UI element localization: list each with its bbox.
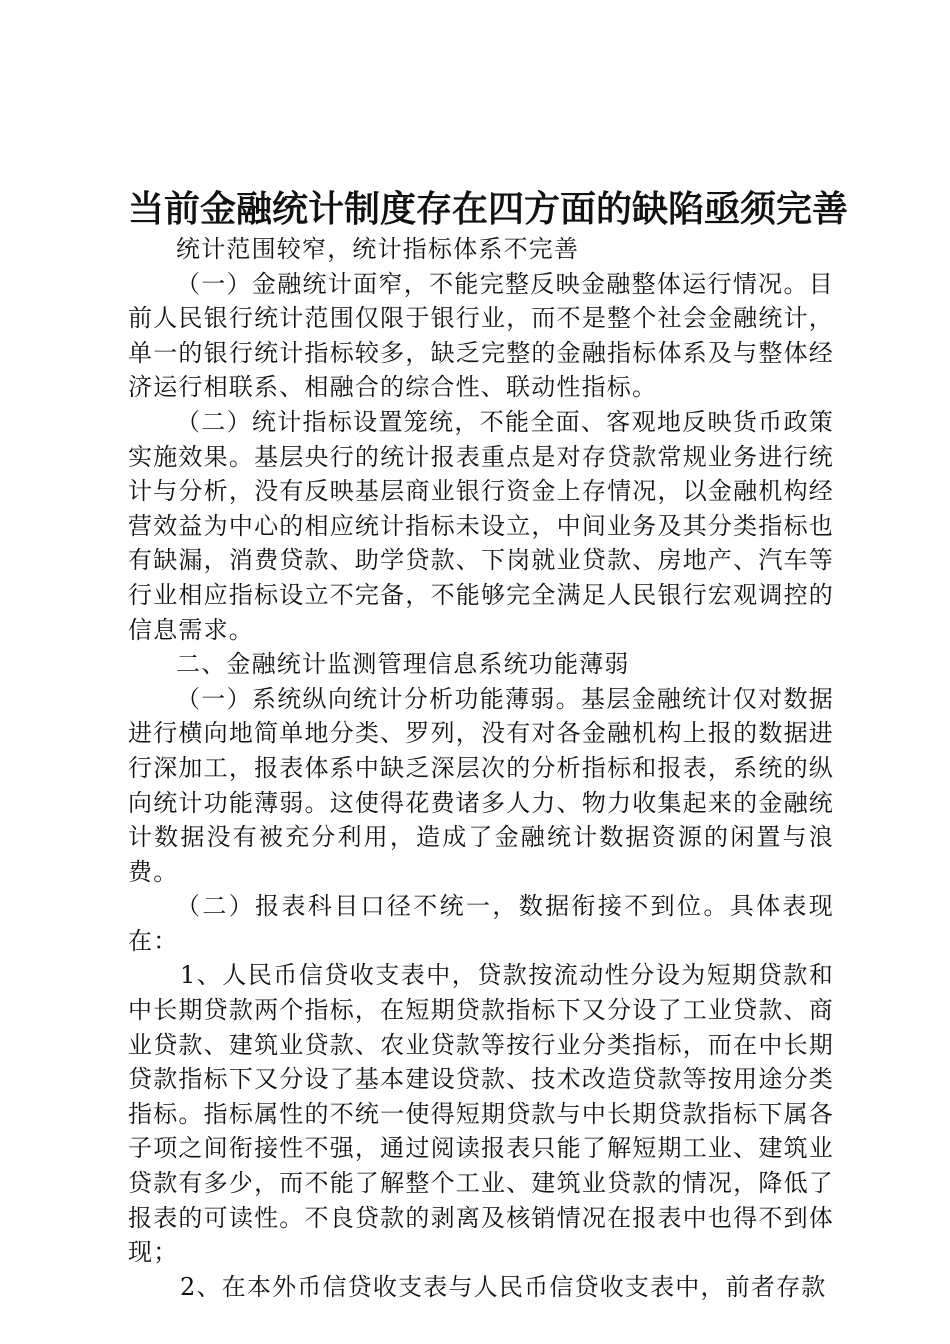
paragraph: （一）金融统计面窄，不能完整反映金融整体运行情况。目前人民银行统计范围仅限于银行业，而不是整个社会金融统计，单一的银行统计指标较多，缺乏完整的金融指标体系及与整体经济运行相联系、相融合的综合性、联动性指标。 — [128, 269, 834, 402]
paragraph: （一）系统纵向统计分析功能薄弱。基层金融统计仅对数据进行横向地简单地分类、罗列，没有对各金融机构上报的数据进行深加工，报表体系中缺乏深层次的分析指标和报表，系统的纵向统计功能薄弱。这使得花费诸多人力、物力收集起来的金融统计数据没有被充分利用，造成了金融统计数据资源的闲置与浪费。 — [128, 684, 834, 886]
section-heading-2: 二、金融统计监测管理信息系统功能薄弱 — [176, 650, 630, 679]
paragraph: （二）报表科目口径不统一，数据衔接不到位。具体表现在： — [128, 892, 834, 955]
document-title: 当前金融统计制度存在四方面的缺陷亟须完善 — [128, 188, 849, 230]
list-item: 1、人民币信贷收支表中，贷款按流动性分设为短期贷款和中长期贷款两个指标，在短期贷款指标下又分设了工业贷款、商业贷款、建筑业贷款、农业贷款等按行业分类指标，而在中长期贷款指标下又分设了基本建设贷款、技术改造贷款等按用途分类指标。指标属性的不统一使得短期贷款与中长期贷款指标下属各子项之间衔接性不强，通过阅读报表只能了解短期工业、建筑业贷款有多少，而不能了解整个工业、建筑业贷款的情况，降低了报表的可读性。不良贷款的剥离及核销情况在报表中也得不到体现； — [128, 961, 834, 1267]
document-body — [128, 232, 834, 1304]
paragraph: （二）统计指标设置笼统，不能全面、客观地反映货币政策实施效果。基层央行的统计报表重点是对存贷款常规业务进行统计与分析，没有反映基层商业银行资金上存情况，以金融机构经营效益为中心的相应统计指标未设立，中间业务及其分类指标也有缺漏，消费贷款、助学贷款、下岗就业贷款、房地产、汽车等行业相应指标设立不完备，不能够完全满足人民银行宏观调控的信息需求。 — [128, 407, 834, 644]
section-heading-1: 统计范围较窄，统计指标体系不完善 — [176, 235, 580, 263]
list-item: 2、在本外币信贷收支表与人民币信贷收支表中，前者存款 — [180, 1272, 827, 1301]
